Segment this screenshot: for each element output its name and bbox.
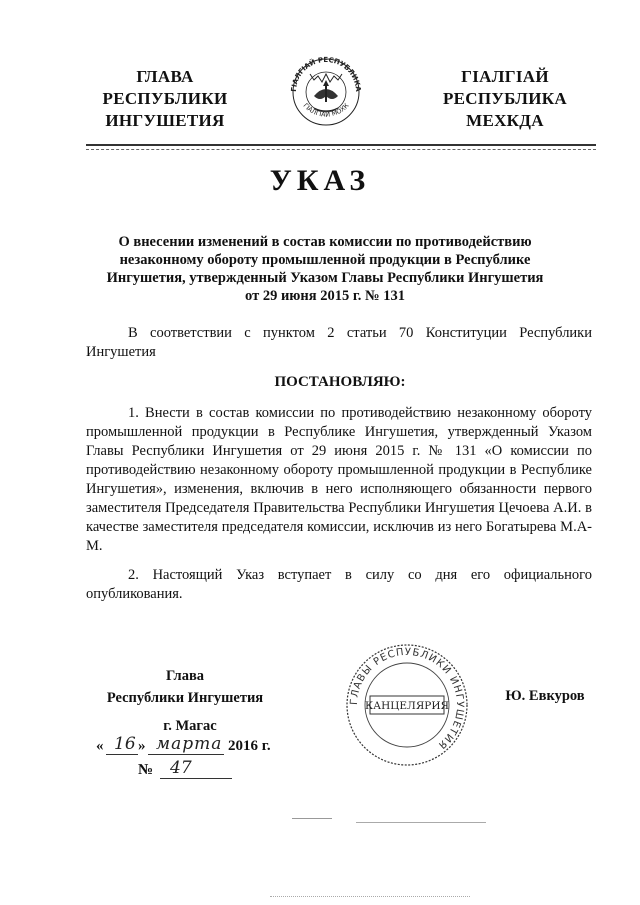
subject-line-4: от 29 июня 2015 г. № 131 [245,288,405,304]
office-stamp [342,640,472,770]
date-day-handwritten: 16 [114,734,136,754]
date-open-quote: « [96,738,104,754]
date-month-underline [148,754,224,755]
number-handwritten: 47 [170,758,192,778]
stamp-center-text: КАНЦЕЛЯРИЯ [365,700,449,712]
number-underline [160,778,232,779]
number-line [138,758,238,782]
coat-of-arms-emblem [286,52,366,128]
date-day-underline [106,754,138,755]
decree-item-1: 1. Внести в состав комиссии по противодействию незаконному обороту промышленной продукции в Республике Ингушетия, утвержденный Указом Главы Республики Ингушетия от 29 июня 2015 г. № 131 «О комиссии по противодействию незаконному обороту промышленной продукции в Республике Ингушетия», изменения, включив в него исполняющего обязанности первого заместителя Председателя Правительства Республики Ингушетия Цечоева А.И. в качестве заместителя председателя комиссии, исключив из него Богатырева М.А-М. [86,405,592,554]
preamble: В соответствии с пунктом 2 статьи 70 Конституции Республики Ингушетия [86,325,592,360]
header-right: ГIАЛГIАЙ РЕСПУБЛИКА МЕХКДА [442,67,567,130]
scan-mark-bottom-2 [356,822,486,823]
date-line [96,734,286,758]
subject-line-1: О внесении изменений в состав комиссии по противодействию [118,234,532,250]
decree-item-2: 2. Настоящий Указ вступает в силу со дня его официального опубликования. [86,567,592,602]
header-left: ГЛАВА РЕСПУБЛИКИ ИНГУШЕТИЯ [102,67,228,130]
header-rule-thin [86,149,596,150]
svg-text:ГIАЛГIАЙ РЕСПУБЛИКА: ГIАЛГIАЙ РЕСПУБЛИКА [289,55,363,93]
decree-word: ПОСТАНОВЛЯЮ: [274,374,406,390]
header-rule-thick [86,144,596,146]
subject-line-2: незаконному обороту промышленной продукции в Республике [119,252,531,268]
document-title: УКАЗ [269,164,371,197]
svg-text:ГЛАВЫ РЕСПУБЛИКИ ИНГУШЕТИЯ: ГЛАВЫ РЕСПУБЛИКИ ИНГУШЕТИЯ [348,646,466,751]
signatory-title-line-1: Глава [165,668,205,684]
subject-line-3: Ингушетия, утвержденный Указом Главы Республики Ингушетия [106,270,544,286]
scan-mark-bottom-1 [292,818,332,819]
date-month-handwritten: марта [156,734,223,754]
signatory-title-line-2: Республики Ингушетия [106,690,264,706]
number-label: № [138,762,154,778]
date-year: 2016 г. [228,738,271,754]
document-subject [100,233,550,305]
date-close-quote: » [138,738,146,754]
signatory-name: Ю. Евкуров [505,688,585,704]
place-of-signing: г. Магас [163,718,217,734]
scan-mark-bottom-3 [270,896,470,897]
svg-text:ГIАЛГIАЙ МОХК: ГIАЛГIАЙ МОХК [301,101,351,119]
